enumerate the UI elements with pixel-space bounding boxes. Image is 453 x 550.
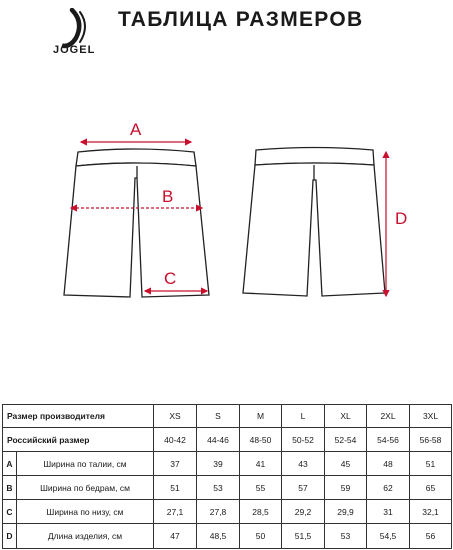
russian-size-cell: 52-54 [325, 428, 367, 452]
measure-d-label: D [395, 209, 408, 228]
shorts-back [243, 148, 385, 297]
measure-a-label: A [130, 120, 142, 139]
measure-c-label: C [164, 269, 177, 288]
size-table [2, 404, 452, 549]
value-cell: 65 [410, 476, 452, 500]
value-cell: 43 [282, 452, 325, 476]
value-cell: 27,1 [154, 500, 197, 524]
value-cell: 48,5 [197, 524, 240, 549]
value-cell: 56 [410, 524, 452, 549]
size-cell: M [240, 405, 282, 428]
value-cell: 37 [154, 452, 197, 476]
value-cell: 53 [197, 476, 240, 500]
row-letter: C [3, 500, 17, 524]
table-row-manufacturer-size [3, 405, 452, 428]
russian-size-cell: 44-46 [197, 428, 240, 452]
row-letter: D [3, 524, 17, 549]
front-body [64, 163, 209, 297]
value-cell: 51 [154, 476, 197, 500]
size-cell: XS [154, 405, 197, 428]
size-cell: XL [325, 405, 367, 428]
value-cell: 27,8 [197, 500, 240, 524]
value-cell: 50 [240, 524, 282, 549]
value-cell: 47 [154, 524, 197, 549]
value-cell: 57 [282, 476, 325, 500]
value-cell: 51 [410, 452, 452, 476]
size-cell: S [197, 405, 240, 428]
size-cell: L [282, 405, 325, 428]
row-name: Длина изделия, см [17, 524, 154, 549]
value-cell: 55 [240, 476, 282, 500]
russian-size-cell: 48-50 [240, 428, 282, 452]
value-cell: 45 [325, 452, 367, 476]
table-row-hips [3, 476, 452, 500]
value-cell: 62 [367, 476, 410, 500]
russian-size-cell: 40-42 [154, 428, 197, 452]
row-name: Ширина по бедрам, см [17, 476, 154, 500]
value-cell: 39 [197, 452, 240, 476]
table-row-length [3, 524, 452, 549]
row-name: Ширина по низу, см [17, 500, 154, 524]
value-cell: 53 [325, 524, 367, 549]
value-cell: 54,5 [367, 524, 410, 549]
value-cell: 28,5 [240, 500, 282, 524]
russian-size-header: Российский размер [3, 428, 154, 452]
value-cell: 29,2 [282, 500, 325, 524]
page-title: ТАБЛИЦА РАЗМЕРОВ [118, 8, 364, 31]
brand-name: JÖGEL [53, 44, 96, 56]
russian-size-cell: 50-52 [282, 428, 325, 452]
value-cell: 31 [367, 500, 410, 524]
value-cell: 29,9 [325, 500, 367, 524]
value-cell: 32,1 [410, 500, 452, 524]
value-cell: 41 [240, 452, 282, 476]
back-body [243, 163, 385, 296]
measure-b-label: B [162, 187, 174, 206]
row-letter: B [3, 476, 17, 500]
table-row-waist [3, 452, 452, 476]
value-cell: 48 [367, 452, 410, 476]
shorts-front [64, 149, 209, 297]
table-row-bottom [3, 500, 452, 524]
value-cell: 51,5 [282, 524, 325, 549]
value-cell: 59 [325, 476, 367, 500]
russian-size-cell: 56-58 [410, 428, 452, 452]
russian-size-cell: 54-56 [367, 428, 410, 452]
manufacturer-size-header: Размер производителя [3, 405, 154, 428]
table-row-russian-size [3, 428, 452, 452]
row-name: Ширина по талии, см [17, 452, 154, 476]
size-cell: 3XL [410, 405, 452, 428]
size-cell: 2XL [367, 405, 410, 428]
row-letter: A [3, 452, 17, 476]
